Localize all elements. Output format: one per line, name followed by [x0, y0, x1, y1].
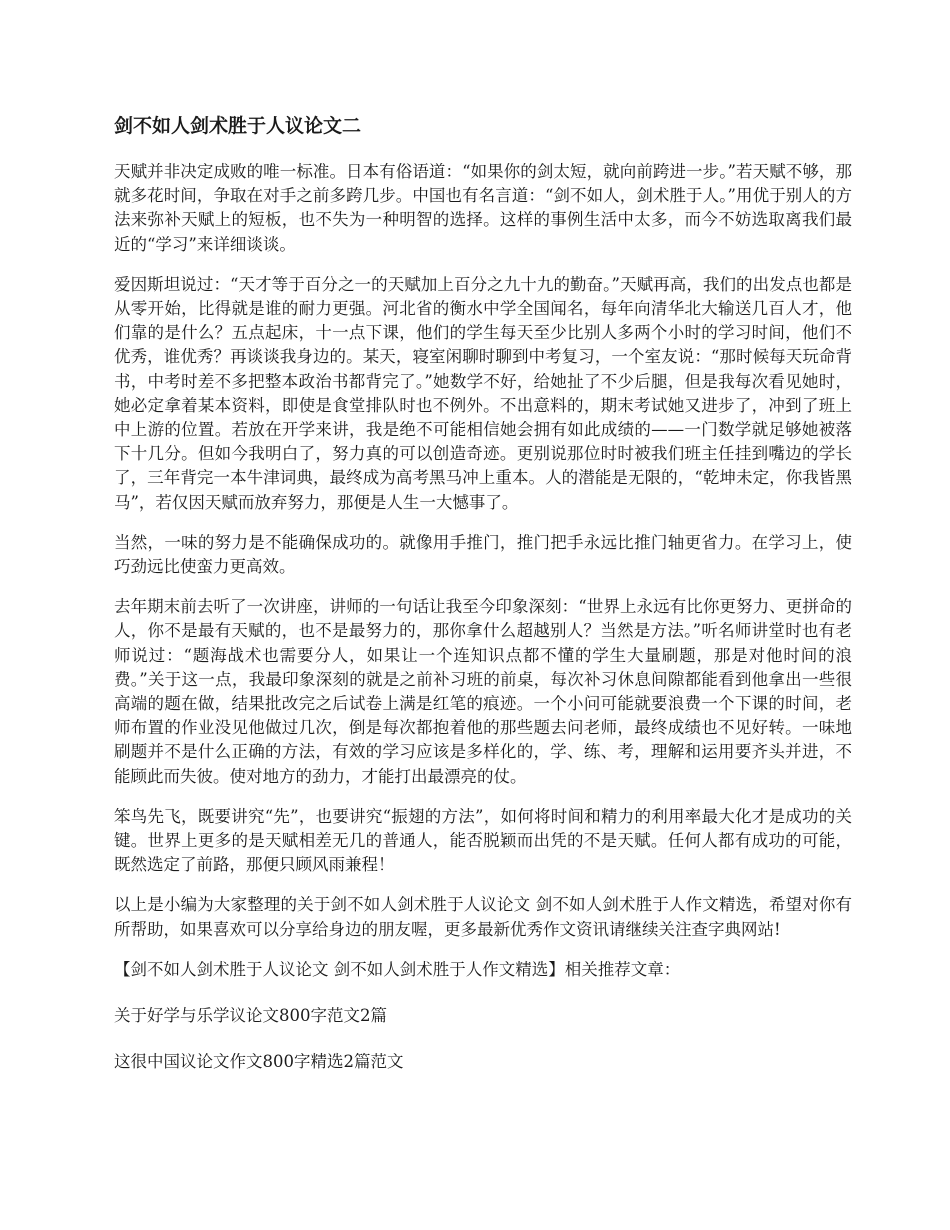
paragraph-editor-note: 以上是小编为大家整理的关于剑不如人剑术胜于人议论文 剑不如人剑术胜于人作文精选，希望对你有所帮助，如果喜欢可以分享给身边的朋友喔，更多最新优秀作文资讯请继续关注查字典网站!	[114, 895, 852, 939]
related-articles-heading: 【剑不如人剑术胜于人议论文 剑不如人剑术胜于人作文精选】相关推荐文章：	[114, 959, 681, 979]
related-article-item	[114, 1004, 852, 1028]
paragraph-lecture: 去年期末前去听了一次讲座，讲师的一句话让我至今印象深刻：“世界上永远有比你更努力、更拼命的人，你不是最有天赋的，也不是最努力的，那你拿什么超越别人？当然是方法。”听名师讲堂时也有老师说过：“题海战术也需要分人，如果让一个连知识点都不懂的学生大量刷题，那是对他时间的浪费。”关于这一点，我最印象深刻的就是之前补习班的前桌，每次补习休息间隙都能看到他拿出一些很高端的题在做，结果批改完之后试卷上满是红笔的痕迹。一个小问可能就要浪费一个下课的时间，老师布置的作业没见他做过几次，倒是每次都抱着他的那些题去问老师，最终成绩也不见好转。一味地刷题并不是什么正确的方法，有效的学习应该是多样化的，学、练、考，理解和运用要齐头并进，不能顾此而失彼。使对地方的劲力，才能打出最漂亮的仗。	[114, 597, 852, 786]
related-article-link[interactable]: 这很中国议论文作文800字精选2篇范文	[114, 1052, 404, 1072]
paragraph-intro: 天赋并非决定成败的唯一标准。日本有俗语道：“如果你的剑太短，就向前跨进一步。”若天赋不够，那就多花时间，争取在对手之前多跨几步。中国也有名言道：“剑不如人，剑术胜于人。”用优于别人的方法来弥补天赋上的短板，也不失为一种明智的选择。这样的事例生活中太多，而今不妨选取离我们最近的“学习”来详细谈谈。	[114, 162, 852, 254]
paragraph-method: 当然，一味的努力是不能确保成功的。就像用手推门，推门把手永远比推门轴更省力。在学习上，使巧劲远比使蛮力更高效。	[114, 532, 852, 577]
document-page	[114, 112, 852, 1097]
related-article-item	[114, 1050, 852, 1074]
paragraph-conclusion: 笨鸟先飞，既要讲究“先”，也要讲究“振翅的方法”，如何将时间和精力的利用率最大化才是成功的关键。世界上更多的是天赋相差无几的普通人，能否脱颖而出凭的不是天赋。任何人都有成功的可能，既然选定了前路，那便只顾风雨兼程！	[114, 806, 852, 875]
paragraph-hard-work: 爱因斯坦说过：“天才等于百分之一的天赋加上百分之九十九的勤奋。”天赋再高，我们的出发点也都是从零开始，比得就是谁的耐力更强。河北省的衡水中学全国闻名，每年向清华北大输送几百人才，他们靠的是什么？五点起床，十一点下课，他们的学生每天至少比别人多两个小时的学习时间，他们不优秀，谁优秀？再谈谈我身边的。某天，寝室闲聊时聊到中考复习，一个室友说：“那时候每天玩命背书，中考时差不多把整本政治书都背完了。”她数学不好，给她扯了不少后腿，但是我每次看见她时，她必定拿着某本资料，即使是食堂排队时也不例外。不出意料的，期末考试她又进步了，冲到了班上中上游的位置。若放在开学来讲，我是绝不可能相信她会拥有如此成绩的——一门数学就足够她被落下十几分。但如今我明白了，努力真的可以创造奇迹。更别说那位时时被我们班主任挂到嘴边的学长了，三年背完一本牛津词典，最终成为高考黑马冲上重本。人的潜能是无限的，“乾坤未定，你我皆黑马”，若仅因天赋而放弃努力，那便是人生一大憾事了。	[114, 274, 852, 512]
related-article-link[interactable]: 关于好学与乐学议论文800字范文2篇	[114, 1006, 387, 1026]
document-title: 剑不如人剑术胜于人议论文二	[114, 115, 362, 137]
